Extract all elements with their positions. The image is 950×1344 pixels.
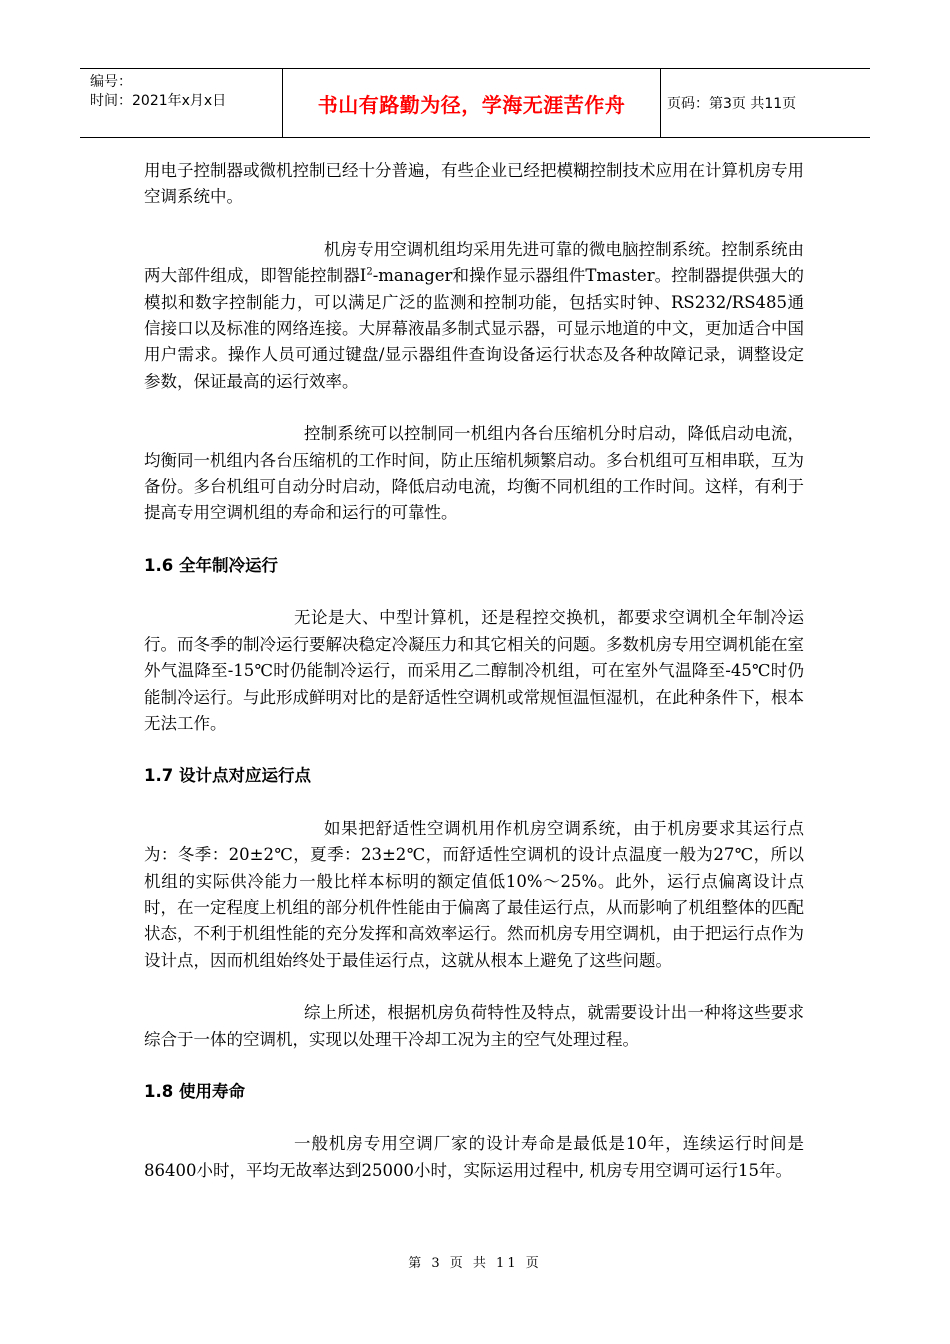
paragraph-6: 综上所述，根据机房负荷特性及特点，就需要设计出一种将这些要求综合于一体的空调机，实现以处理干冷却工况为主的空气处理过程。 [144, 1003, 804, 1049]
paragraph-4: 无论是大、中型计算机，还是程控交换机，都要求空调机全年制冷运行。而冬季的制冷运行要解决稳定冷凝压力和其它相关的问题。多数机房专用空调机能在室外气温降至-15℃时仍能制冷运行，而采用乙二醇制冷机组，可在室外气温降至-45℃时仍能制冷运行。与此形成鲜明对比的是舒适性空调机或常规恒温恒湿机，在此种条件下，根本无法工作。 [144, 608, 804, 733]
section-heading-1-8: 1.8 使用寿命 [144, 1081, 245, 1101]
header-motto: 书山有路勤为径，学海无涯苦作舟 [317, 92, 626, 117]
section-heading-1-6: 1.6 全年制冷运行 [144, 555, 278, 575]
paragraph-2-part-a: 机房专用空调机组均采用先进可靠的微电脑控制系统。控制系统由两大部件组成，即智能控制器I [144, 239, 804, 286]
header-page-code-cell [661, 69, 870, 137]
paragraph-2 [144, 237, 804, 395]
paragraph-1: 用电子控制器或微机控制已经十分普遍，有些企业已经把模糊控制技术应用在计算机房专用空调系统中。 [144, 161, 804, 207]
paragraph-2-part-b: -manager和操作显示器组件Tmaster。控制器提供强大的模拟和数字控制能力，可以满足广泛的监测和控制功能，包括实时钟、RS232/RS485通信接口以及标准的网络连接。大屏幕液晶多制式显示器，可显示地道的中文，更加适合中国用户需求。操作人员可通过键盘/显示器组件查询设备运行状态及各种故障记录，调整设定参数，保证最高的运行效率。 [144, 266, 804, 391]
doc-date-label: 时间：2021年x月x日 [90, 93, 227, 109]
header-page-code: 页码：第3页 共11页 [667, 96, 797, 112]
page-footer: 第 3 页 共 11 页 [408, 1256, 542, 1271]
page-header [80, 68, 870, 138]
paragraph-3: 控制系统可以控制同一机组内各台压缩机分时启动，降低启动电流，均衡同一机组内各台压缩机的工作时间，防止压缩机频繁启动。多台机组可互相串联，互为备份。多台机组可自动分时启动，降低启动电流，均衡不同机组的工作时间。这样，有利于提高专用空调机组的寿命和运行的可靠性。 [144, 424, 804, 523]
superscript-2: 2 [366, 266, 373, 278]
paragraph-5: 如果把舒适性空调机用作机房空调系统，由于机房要求其运行点为：冬季：20±2℃，夏季：23±2℃，而舒适性空调机的设计点温度一般为27℃，所以机组的实际供冷能力一般比样本标明的额定值低10%～25%。此外，运行点偏离设计点时，在一定程度上机组的部分机件性能由于偏离了最佳运行点，从而影响了机组整体的匹配状态，不利于机组性能的充分发挥和高效率运行。然而机房专用空调机，由于把运行点作为设计点，因而机组始终处于最佳运行点，这就从根本上避免了这些问题。 [144, 818, 804, 970]
paragraph-7: 一般机房专用空调厂家的设计寿命是最低是10年，连续运行时间是86400小时，平均无故率达到25000小时，实际运用过程中, 机房专用空调可运行15年。 [144, 1134, 804, 1180]
header-motto-cell [283, 69, 661, 137]
doc-number-label: 编号： [90, 74, 132, 90]
section-heading-1-7: 1.7 设计点对应运行点 [144, 766, 311, 786]
document-body [144, 158, 804, 1210]
header-meta [80, 69, 283, 137]
